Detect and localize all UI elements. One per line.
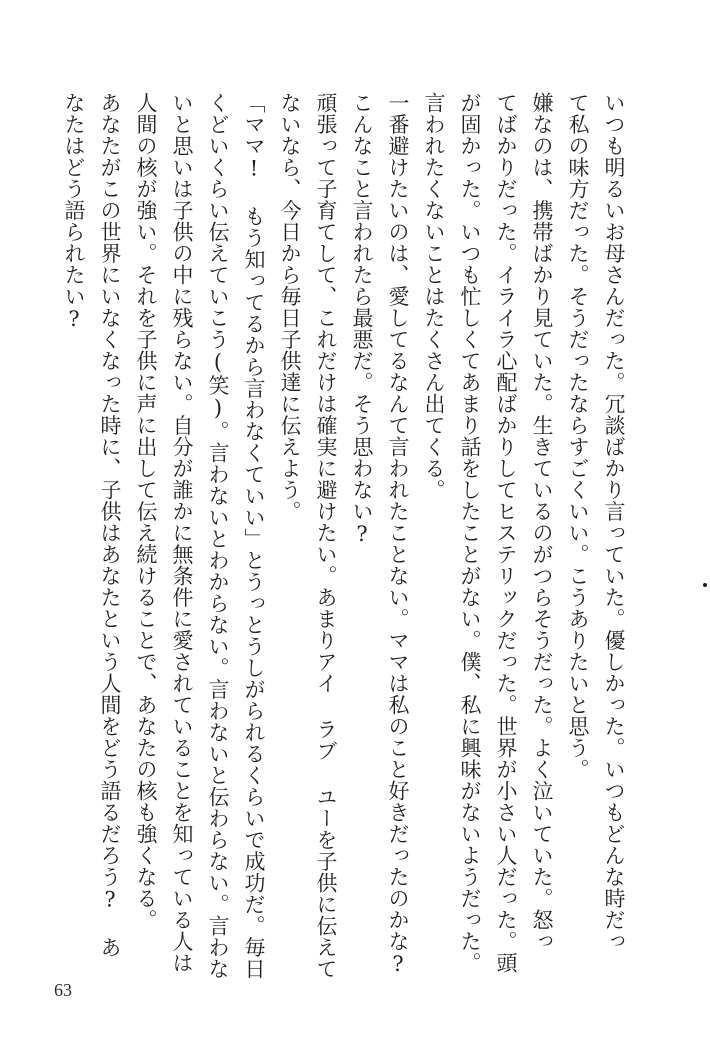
text-line-1: いつも明るいお母さんだった。冗談ばかり言っていた。優しかった。いつもどんな時だっ <box>602 92 626 952</box>
text-line-11: 「ママ! もう知ってるから言わなくていい」とうっとうしがられるくらいで成功だ。毎日 <box>242 92 266 980</box>
text-line-2: て私の味方だった。そうだったならすごくいい。こうありたいと思う。 <box>566 92 590 780</box>
text-line-9: 頑張って子育てして、これだけは確実に避けたい。あまりアイ ラブ ユーを子供に伝えて <box>314 92 338 980</box>
margin-dot-mark <box>703 583 707 587</box>
text-line-6: 言われたくないことはたくさん出てくる。 <box>422 92 446 501</box>
text-line-7: 一番避けたいのは、愛してるなんて言われたことない。ママは私のこと好きだったのかな? <box>386 92 410 977</box>
text-line-12: くどいくらい伝えていこう(笑)。言わないとわからない。言わないと伝わらない。言わな <box>206 92 230 980</box>
text-line-3: 嫌なのは、携帯ばかり見ていた。生きているのがつらそうだった。よく泣いていた。怒っ <box>530 92 554 952</box>
vertical-body-text <box>62 92 632 980</box>
page-number: 63 <box>54 980 72 1000</box>
text-line-16: なたはどう語られたい? <box>62 92 86 332</box>
text-line-5: が固かった。いつも忙しくてあまり話をしたことがない。僕、私に興味がないようだった。 <box>458 92 482 974</box>
text-line-10: ないなら、今日から毎日子供達に伝えよう。 <box>278 92 302 522</box>
text-line-4: てばかりだった。イライラ心配ばかりしてヒステリックだった。世界が小さい人だった。頭 <box>494 92 518 974</box>
text-line-8: こんなこと言われたら最悪だ。そう思わない? <box>350 92 374 547</box>
text-line-13: いと思いは子供の中に残らない。自分が誰かに無条件に愛されていることを知っている人は <box>170 92 194 974</box>
text-line-15: あなたがこの世界にいなくなった時に、子供はあなたという人間をどう語るだろう? あ <box>98 92 122 958</box>
text-line-14: 人間の核が強い。それを子供に声に出して伝え続けることで、あなたの核も強くなる。 <box>134 92 158 931</box>
